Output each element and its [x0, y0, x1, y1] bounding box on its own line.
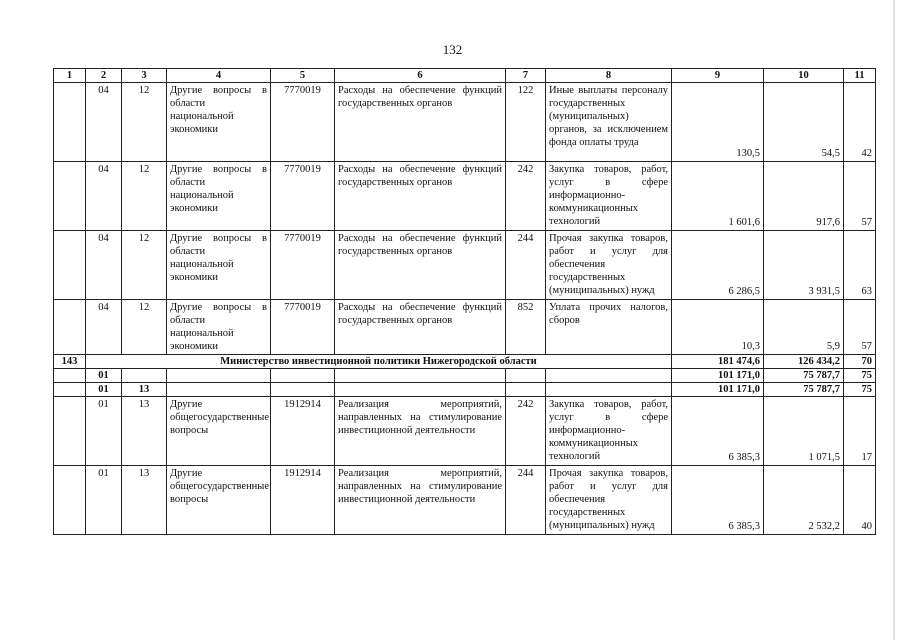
cell-plan: 101 171,0 — [672, 369, 764, 383]
cell-subsection: 12 — [122, 231, 167, 300]
cell-expense-code: 244 — [506, 231, 546, 300]
cell-empty — [506, 383, 546, 397]
cell-target-name: Реализация мероприятий, направленных на стимулирование инвестиционной деятельности — [335, 466, 506, 535]
cell-plan: 130,5 — [672, 83, 764, 162]
table-row — [54, 83, 876, 162]
cell-expense-name: Уплата прочих налогов, сборов — [546, 300, 672, 355]
cell-expense-code: 852 — [506, 300, 546, 355]
header-cell: 11 — [844, 69, 876, 83]
cell-expense-name: Прочая закупка товаров, работ и услуг для обеспечения государственных (муниципальных) нужд — [546, 466, 672, 535]
cell-plan: 6 385,3 — [672, 466, 764, 535]
cell-subsection-name: Другие вопросы в области национальной экономики — [167, 83, 271, 162]
cell-empty — [335, 383, 506, 397]
cell-expense-code: 122 — [506, 83, 546, 162]
cell-subsection: 12 — [122, 300, 167, 355]
cell-actual: 917,6 — [764, 162, 844, 231]
cell-section: 04 — [86, 83, 122, 162]
cell-actual: 5,9 — [764, 300, 844, 355]
page-number: 132 — [442, 42, 463, 57]
cell-actual: 75 787,7 — [764, 369, 844, 383]
cell-expense-name: Прочая закупка товаров, работ и услуг для обеспечения государственных (муниципальных) нужд — [546, 231, 672, 300]
cell-plan: 6 385,3 — [672, 397, 764, 466]
cell-expense-name: Иные выплаты персоналу государственных (муниципальных) органов, за исключением фонда оплаты труда — [546, 83, 672, 162]
cell-empty — [271, 369, 335, 383]
cell-section: 01 — [86, 397, 122, 466]
cell-subsection: 13 — [122, 397, 167, 466]
cell-section: 01 — [86, 466, 122, 535]
page-edge-shadow — [893, 0, 895, 640]
cell-ministry-name: Министерство инвестиционной политики Нижегородской области — [86, 355, 672, 369]
cell-target-code: 1912914 — [271, 397, 335, 466]
cell-section: 01 — [86, 383, 122, 397]
cell-target-name: Расходы на обеспечение функций государственных органов — [335, 83, 506, 162]
cell-target-code: 7770019 — [271, 231, 335, 300]
cell-percent: 40 — [844, 466, 876, 535]
cell-target-code: 7770019 — [271, 83, 335, 162]
cell-plan: 6 286,5 — [672, 231, 764, 300]
cell-subsection: 13 — [122, 466, 167, 535]
cell-empty — [506, 369, 546, 383]
cell-empty — [122, 369, 167, 383]
cell-subsection-name: Другие вопросы в области национальной экономики — [167, 300, 271, 355]
ministry-row — [54, 355, 876, 369]
cell-subsection-name: Другие вопросы в области национальной экономики — [167, 231, 271, 300]
table-row — [54, 231, 876, 300]
cell-percent: 75 — [844, 369, 876, 383]
table-row — [54, 466, 876, 535]
header-cell: 6 — [335, 69, 506, 83]
cell-section: 04 — [86, 231, 122, 300]
cell-ministry — [54, 397, 86, 466]
cell-target-name: Расходы на обеспечение функций государственных органов — [335, 162, 506, 231]
cell-target-name: Расходы на обеспечение функций государственных органов — [335, 231, 506, 300]
cell-expense-name: Закупка товаров, работ, услуг в сфере информационно-коммуникационных технологий — [546, 162, 672, 231]
cell-ministry — [54, 300, 86, 355]
cell-subsection: 12 — [122, 162, 167, 231]
cell-section: 04 — [86, 300, 122, 355]
header-cell: 9 — [672, 69, 764, 83]
cell-actual: 75 787,7 — [764, 383, 844, 397]
cell-subsection: 12 — [122, 83, 167, 162]
cell-expense-name: Закупка товаров, работ, услуг в сфере информационно-коммуникационных технологий — [546, 397, 672, 466]
header-cell: 10 — [764, 69, 844, 83]
cell-percent: 75 — [844, 383, 876, 397]
cell-percent: 70 — [844, 355, 876, 369]
cell-percent: 57 — [844, 162, 876, 231]
cell-subsection-name: Другие общегосударственные вопросы — [167, 397, 271, 466]
budget-table — [53, 68, 876, 535]
cell-subsection-name: Другие вопросы в области национальной экономики — [167, 162, 271, 231]
cell-actual: 1 071,5 — [764, 397, 844, 466]
header-cell: 1 — [54, 69, 86, 83]
cell-ministry — [54, 83, 86, 162]
cell-percent: 57 — [844, 300, 876, 355]
cell-actual: 2 532,2 — [764, 466, 844, 535]
table-row — [54, 397, 876, 466]
cell-ministry — [54, 162, 86, 231]
cell-actual: 54,5 — [764, 83, 844, 162]
header-cell: 4 — [167, 69, 271, 83]
cell-target-name: Реализация мероприятий, направленных на стимулирование инвестиционной деятельности — [335, 397, 506, 466]
cell-expense-code: 244 — [506, 466, 546, 535]
table-row — [54, 162, 876, 231]
cell-target-code: 1912914 — [271, 466, 335, 535]
cell-empty — [167, 369, 271, 383]
cell-section: 01 — [86, 369, 122, 383]
cell-percent: 63 — [844, 231, 876, 300]
cell-percent: 17 — [844, 397, 876, 466]
cell-expense-code: 242 — [506, 397, 546, 466]
cell-section: 04 — [86, 162, 122, 231]
cell-empty — [167, 383, 271, 397]
cell-ministry — [54, 231, 86, 300]
cell-actual: 126 434,2 — [764, 355, 844, 369]
cell-target-code: 7770019 — [271, 300, 335, 355]
cell-target-name: Расходы на обеспечение функций государственных органов — [335, 300, 506, 355]
header-cell: 3 — [122, 69, 167, 83]
header-cell: 2 — [86, 69, 122, 83]
cell-empty — [54, 369, 86, 383]
cell-expense-code: 242 — [506, 162, 546, 231]
header-cell: 8 — [546, 69, 672, 83]
cell-actual: 3 931,5 — [764, 231, 844, 300]
cell-plan: 10,3 — [672, 300, 764, 355]
header-row — [54, 69, 876, 83]
subsection-row — [54, 383, 876, 397]
cell-ministry-code: 143 — [54, 355, 86, 369]
cell-subsection-name: Другие общегосударственные вопросы — [167, 466, 271, 535]
section-row — [54, 369, 876, 383]
cell-empty — [271, 383, 335, 397]
cell-empty — [335, 369, 506, 383]
cell-plan: 181 474,6 — [672, 355, 764, 369]
table-row — [54, 300, 876, 355]
cell-empty — [546, 383, 672, 397]
cell-plan: 101 171,0 — [672, 383, 764, 397]
cell-subsection: 13 — [122, 383, 167, 397]
header-cell: 5 — [271, 69, 335, 83]
cell-target-code: 7770019 — [271, 162, 335, 231]
cell-percent: 42 — [844, 83, 876, 162]
cell-plan: 1 601,6 — [672, 162, 764, 231]
cell-ministry — [54, 466, 86, 535]
cell-empty — [54, 383, 86, 397]
cell-empty — [546, 369, 672, 383]
header-cell: 7 — [506, 69, 546, 83]
